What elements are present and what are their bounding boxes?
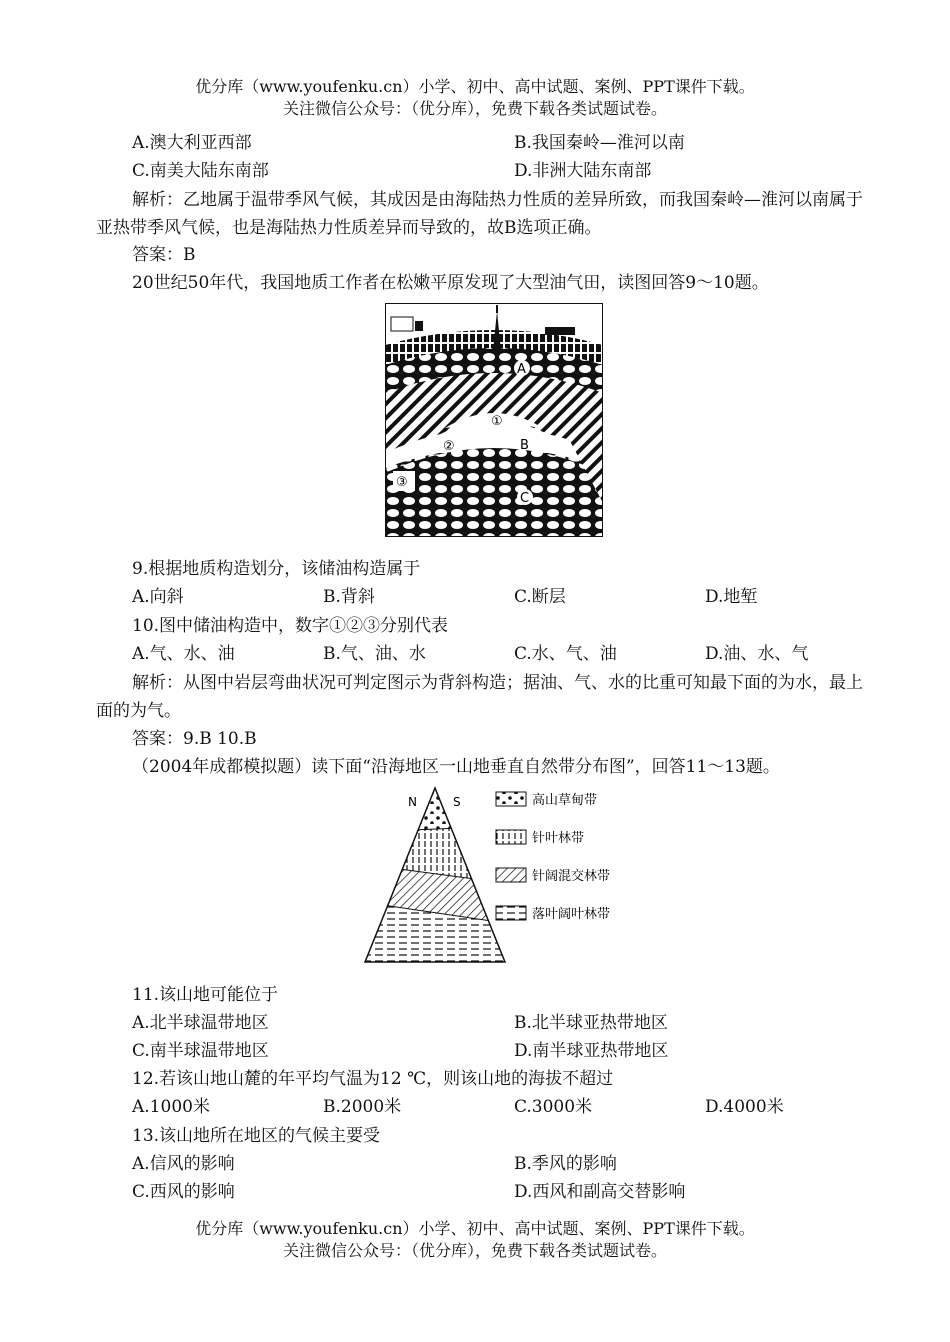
q12-option-b: B.2000米 xyxy=(323,1097,402,1117)
q11-option-a: A.北半球温带地区 xyxy=(132,1013,269,1033)
fig1-label-2: ② xyxy=(443,439,455,454)
anticline-figure xyxy=(385,303,603,537)
q8-option-d: D.非洲大陆东南部 xyxy=(514,161,652,181)
header-line-2: 关注微信公众号：（优分库），免费下载各类试题试卷。 xyxy=(282,99,667,118)
header-line-1: 优分库（www.youfenku.cn）小学、初中、高中试题、案例、PPT课件下载。 xyxy=(195,77,755,96)
q9-option-a: A.向斜 xyxy=(132,587,184,607)
q11-stem: 11.该山地可能位于 xyxy=(132,985,279,1005)
q12-stem: 12.若该山地山麓的年平均气温为12 ℃，则该山地的海拔不超过 xyxy=(132,1069,614,1089)
legend-swatch-meadow xyxy=(496,792,526,806)
q12-option-c: C.3000米 xyxy=(514,1097,593,1117)
q8-option-c: C.南美大陆东南部 xyxy=(132,161,269,181)
q9-option-d: D.地堑 xyxy=(705,587,758,607)
q13-option-d: D.西风和副高交替影响 xyxy=(514,1182,686,1202)
vertical-zone-figure xyxy=(362,784,637,966)
q13-option-c: C.西风的影响 xyxy=(132,1182,235,1202)
q12-option-a: A.1000米 xyxy=(132,1097,210,1117)
q9-10-answer: 答案：9.B 10.B xyxy=(132,729,257,749)
q13-stem: 13.该山地所在地区的气候主要受 xyxy=(132,1126,381,1146)
footer-line-1: 优分库（www.youfenku.cn）小学、初中、高中试题、案例、PPT课件下载。 xyxy=(195,1219,755,1238)
fig1-label-1: ① xyxy=(491,414,503,429)
q10-option-d: D.油、水、气 xyxy=(705,644,809,664)
fig1-label-c: C xyxy=(520,491,530,506)
q11-option-b: B.北半球亚热带地区 xyxy=(514,1013,668,1033)
q8-option-b: B.我国秦岭—淮河以南 xyxy=(514,133,685,153)
legend-swatch-mixed xyxy=(496,868,526,882)
south-label: S xyxy=(453,795,461,809)
q10-option-b: B.气、油、水 xyxy=(323,644,426,664)
legend-conifer: 针叶林带 xyxy=(532,831,585,846)
q12-option-d: D.4000米 xyxy=(705,1097,784,1117)
intro-11-13: （2004年成都模拟题）读下面“沿海地区一山地垂直自然带分布图”，回答11～13题。 xyxy=(132,757,780,777)
fig1-label-b: B xyxy=(520,438,529,453)
q10-stem: 10.图中储油构造中，数字①②③分别代表 xyxy=(132,616,449,636)
legend-deciduous: 落叶阔叶林带 xyxy=(532,907,611,922)
intro-9-10: 20世纪50年代，我国地质工作者在松嫩平原发现了大型油气田，读图回答9～10题。 xyxy=(132,273,769,293)
q10-option-a: A.气、水、油 xyxy=(132,644,235,664)
legend-swatch-deciduous xyxy=(496,906,526,920)
q9-option-c: C.断层 xyxy=(514,587,566,607)
footer-line-2: 关注微信公众号：（优分库），免费下载各类试题试卷。 xyxy=(282,1241,667,1260)
fig1-label-3: ③ xyxy=(396,475,408,490)
q13-option-b: B.季风的影响 xyxy=(514,1154,617,1174)
legend-meadow: 高山草甸带 xyxy=(532,793,598,808)
q13-option-a: A.信风的影响 xyxy=(132,1154,235,1174)
north-label: N xyxy=(408,795,417,809)
legend-mixed: 针阔混交林带 xyxy=(532,869,611,884)
legend-swatch-conifer xyxy=(496,830,526,844)
q10-analysis: 解析：从图中岩层弯曲状况可判定图示为背斜构造；据油、气、水的比重可知最下面的为水，最上面的为气。 xyxy=(96,673,863,721)
q10-option-c: C.水、气、油 xyxy=(514,644,617,664)
fig1-label-a: A xyxy=(517,362,526,377)
q8-option-a: A.澳大利亚西部 xyxy=(132,133,252,153)
q11-option-d: D.南半球亚热带地区 xyxy=(514,1041,669,1061)
q8-analysis: 解析：乙地属于温带季风气候，其成因是由海陆热力性质的差异所致，而我国秦岭—淮河以南属于亚热带季风气候，也是海陆热力性质差异而导致的，故B选项正确。 xyxy=(96,190,863,238)
q11-option-c: C.南半球温带地区 xyxy=(132,1041,269,1061)
q9-stem: 9.根据地质构造划分，该储油构造属于 xyxy=(132,559,421,579)
q8-answer: 答案：B xyxy=(132,245,196,265)
q9-option-b: B.背斜 xyxy=(323,587,375,607)
